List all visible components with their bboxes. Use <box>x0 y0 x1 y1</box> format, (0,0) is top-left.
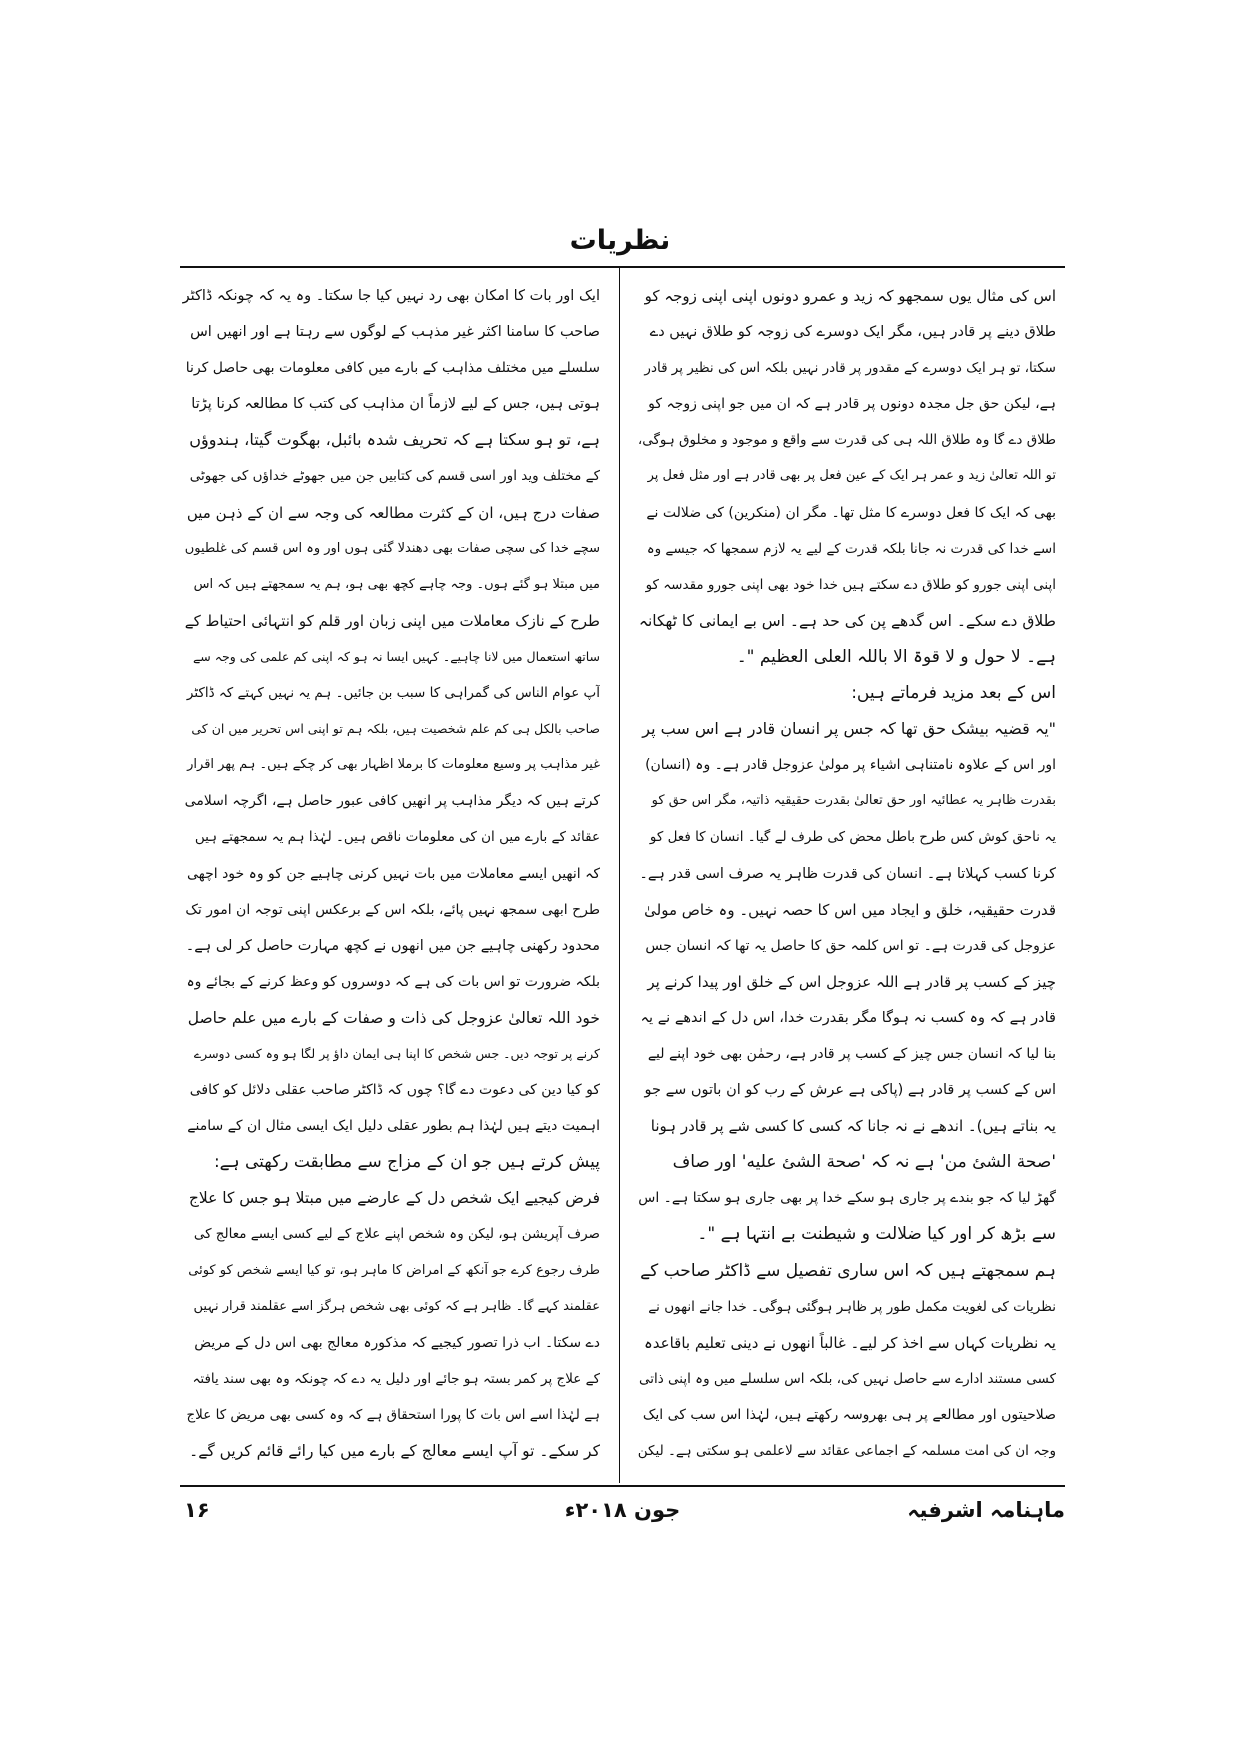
text-line: طرح ابھی سمجھ نہیں پائے، بلکہ اس کے برعکس اپنی توجہ ان امور تک <box>185 901 600 918</box>
text-line: ساتھ استعمال میں لانا چاہیے۔ کہیں ایسا نہ ہو کہ اپنی کم علمی کی وجہ سے <box>192 648 600 664</box>
text-line: صاحب کا سامنا اکثر غیر مذہب کے لوگوں سے رہتا ہے اور انھیں اس <box>190 324 600 341</box>
text-line: بنا لیا کہ انسان جس چیز کے کسب پر قادر ہے، رحمٰن بھی خود اپنے لیے <box>647 1045 1056 1062</box>
text-line: سکتا، تو ہر ایک دوسرے کے مقدور پر قادر نہیں بلکہ اس کی نظیر پر قادر <box>644 360 1056 377</box>
text-line: پیش کرتے ہیں جو ان کے مزاج سے مطابقت رکھتی ہے: <box>213 1152 600 1173</box>
text-line: بلکہ ضرورت تو اس بات کی ہے کہ دوسروں کو وعظ کرنے کے بجائے وہ <box>186 973 600 990</box>
text-line: اسے خدا کی قدرت نہ جانا بلکہ قدرت کے لیے یہ لازم سمجھا کہ جیسے وہ <box>646 540 1056 557</box>
text-line: فرض کیجیے ایک شخص دل کے عارضے میں مبتلا ہو جس کا علاج <box>188 1189 600 1208</box>
issue-date: جون ۲۰۱۸ء <box>564 1498 681 1522</box>
text-line: کسی مستند ادارے سے حاصل نہیں کی، بلکہ اس سلسلے میں وہ اپنی ذاتی <box>638 1370 1056 1387</box>
text-line: ہے، تو ہو سکتا ہے کہ تحریف شدہ بائبل، بھگوت گیتا، ہندوؤں <box>189 430 600 450</box>
text-line: اور اس کے علاوہ نامتناہی اشیاء پر مولیٰ عزوجل قادر ہے۔ وہ (انسان) <box>645 757 1056 774</box>
footer-rule <box>180 1485 1065 1487</box>
text-line: وجہ ان کی امت مسلمہ کے اجماعی عقائد سے لاعلمی ہو سکتی ہے۔ لیکن <box>638 1443 1056 1459</box>
text-line: اس کی مثال یوں سمجھو کہ زید و عمرو دونوں اپنی اپنی زوجہ کو <box>644 287 1056 305</box>
text-line: کرنے پر توجہ دیں۔ جس شخص کا اپنا ہی ایمان داؤ پر لگا ہو وہ کسی دوسرے <box>193 1045 600 1061</box>
text-line: کر سکے۔ تو آپ ایسے معالج کے بارے میں کیا رائے قائم کریں گے۔ <box>189 1442 600 1460</box>
text-line: آپ عوام الناس کی گمراہی کا سبب بن جائیں۔ ہم یہ نہیں کہتے کہ ڈاکٹر <box>186 685 600 702</box>
text-line: کرتے ہیں کہ دیگر مذاہب پر انھیں کافی عبور حاصل ہے، اگرچہ اسلامی <box>184 793 600 810</box>
text-line: صفات درج ہیں، ان کے کثرت مطالعہ کی وجہ سے ان کے ذہن میں <box>186 503 600 522</box>
text-line: 'صحة الشئ من' ہے نہ کہ 'صحة الشئ علیه' اور صاف <box>672 1152 1056 1173</box>
text-line: قدرت حقیقیہ، خلق و ایجاد میں اس کا حصہ نہیں۔ وہ خاص مولیٰ <box>644 900 1056 919</box>
text-line: یہ ناحق کوش کس طرح باطل محض کی طرف لے گیا۔ انسان کا فعل کو <box>649 829 1056 846</box>
text-line: سے بڑھ کر اور کیا ضلالت و شیطنت بے انتہا ہے "۔ <box>697 1224 1056 1245</box>
text-line: قادر ہے کہ وہ کسب نہ ہوگا مگر بقدرت خدا، اس دل کے اندھے نے یہ <box>640 1009 1056 1026</box>
text-line: عزوجل کی قدرت ہے۔ تو اس کلمہ حق کا حاصل یہ تھا کہ انسان جس <box>645 937 1056 954</box>
text-line: ہے، لیکن حق جل مجدہ دونوں پر قادر ہے کہ ان میں جو اپنی زوجہ کو <box>648 396 1056 413</box>
text-line: دے سکتا۔ اب ذرا تصور کیجیے کہ مذکورہ معالج بھی اس دل کے مریض <box>194 1334 600 1351</box>
text-line: کے علاج پر کمر بستہ ہو جائے اور دلیل یہ دے کہ چونکہ وہ بھی سند یافتہ <box>192 1370 600 1387</box>
text-line: ہم سمجھتے ہیں کہ اس ساری تفصیل سے ڈاکٹر صاحب کے <box>640 1260 1056 1281</box>
text-line: میں مبتلا ہو گئے ہوں۔ وجہ چاہے کچھ بھی ہو، ہم یہ سمجھتے ہیں کہ اس <box>193 576 600 592</box>
text-line: اس کے کسب پر قادر ہے (پاکی ہے عرش کے رب کو ان باتوں سے جو <box>644 1082 1056 1099</box>
text-line: اس کے بعد مزید فرماتے ہیں: <box>851 683 1056 704</box>
text-line: عقائد کے بارے میں ان کی معلومات ناقص ہیں۔ لہٰذا ہم یہ سمجھتے ہیں <box>194 829 600 846</box>
text-line: عقلمند کہے گا۔ ظاہر ہے کہ کوئی بھی شخص ہرگز اسے عقلمند قرار نہیں <box>193 1298 600 1314</box>
text-line: کو کیا دین کی دعوت دے گا؟ چوں کہ ڈاکٹر صاحب عقلی دلائل کو کافی <box>189 1082 600 1099</box>
text-line: یہ نظریات کہاں سے اخذ کر لیے۔ غالباً انھوں نے دینی تعلیم باقاعدہ <box>643 1333 1056 1352</box>
text-line: نظریات کی لغویت مکمل طور پر ظاہر ہوگئی ہوگی۔ خدا جانے انھوں نے <box>648 1298 1056 1315</box>
text-line: کہ انھیں ایسے معاملات میں بات نہیں کرنی چاہیے جن کو وہ خود اچھی <box>186 865 600 882</box>
text-line: سچے خدا کی سچی صفات بھی دھندلا گئی ہوں اور وہ اس قسم کی غلطیوں <box>184 540 600 556</box>
text-line: اپنی اپنی جورو کو طلاق دے سکتے ہیں خدا خود بھی اپنی جورو مقدسہ کو <box>645 576 1056 593</box>
text-line: ہے لہٰذا اسے اس بات کا پورا استحقاق ہے کہ وہ کسی بھی مریض کا علاج <box>186 1406 600 1423</box>
text-line: طرف رجوع کرے جو آنکھ کے امراض کا ماہر ہو، تو کیا ایسے شخص کو کوئی <box>188 1262 600 1278</box>
column-divider <box>619 268 620 1483</box>
text-line: طلاق دے سکے۔ اس گدھے پن کی حد ہے۔ اس بے ایمانی کا ٹھکانہ <box>638 611 1056 630</box>
text-line: ہوتی ہیں، جس کے لیے لازماً ان مذاہب کی کتب کا مطالعہ کرنا پڑتا <box>191 396 600 413</box>
text-line: صاحب بالکل ہی کم علم شخصیت ہیں، بلکہ ہم تو اپنی اس تحریر میں ان کی <box>191 721 600 737</box>
text-line: اہمیت دیتے ہیں لہٰذا ہم بطور عقلی دلیل ایک ایسی مثال ان کے سامنے <box>187 1118 600 1135</box>
text-line: سلسلے میں مختلف مذاہب کے بارے میں کافی معلومات بھی حاصل کرنا <box>185 360 600 377</box>
page-number: ۱۶ <box>184 1498 210 1522</box>
text-line: ہے۔ لا حول و لا قوۃ الا باللہ العلی العظیم "۔ <box>736 646 1056 667</box>
text-line: ایک اور بات کا امکان بھی رد نہیں کیا جا سکتا۔ وہ یہ کہ چونکہ ڈاکٹر <box>182 288 600 304</box>
text-line: کے مختلف وید اور اسی قسم کی کتابیں جن میں جھوٹے خداؤں کی جھوٹی <box>189 468 600 485</box>
text-line: طلاق دینے پر قادر ہیں، مگر ایک دوسرے کی زوجہ کو طلاق نہیں دے <box>649 324 1056 341</box>
text-line: "یہ قضیہ بیشک حق تھا کہ جس پر انسان قادر ہے اس سب پر <box>642 719 1056 739</box>
magazine-name: ماہنامہ اشرفیہ <box>907 1498 1065 1522</box>
header-rule <box>180 266 1065 268</box>
text-line: طرح کے نازک معاملات میں اپنی زبان اور قلم کو انتہائی احتیاط کے <box>184 611 600 630</box>
running-head: نظریات <box>569 225 671 256</box>
text-line: تو اللہ تعالیٰ زید و عمر ہر ایک کے عین فعل پر بھی قادر ہے اور مثل فعل پر <box>647 468 1056 484</box>
text-line: چیز کے کسب پر قادر ہے اللہ عزوجل اس کے خلق اور پیدا کرنے پر <box>647 972 1056 991</box>
left-column <box>182 278 600 1478</box>
page-footer <box>180 1494 1065 1534</box>
text-line: گھڑ لیا کہ جو بندے پر جاری ہو سکے خدا پر بھی جاری ہو سکتا ہے۔ اس <box>638 1190 1056 1207</box>
text-line: صرف آپریشن ہو، لیکن وہ شخص اپنے علاج کے لیے کسی ایسے معالج کی <box>193 1226 600 1243</box>
text-line: کرنا کسب کہلاتا ہے۔ انسان کی قدرت ظاہر یہ صرف اسی قدر ہے۔ <box>639 865 1056 882</box>
text-line: غیر مذاہب پر وسیع معلومات کا برملا اظہار بھی کر چکے ہیں۔ ہم پھر اقرار <box>187 757 600 773</box>
text-line: بقدرت ظاہر یہ عطائیہ اور حق تعالیٰ بقدرت حقیقیہ ذاتیہ، مگر اس حق کو <box>651 793 1056 809</box>
text-line: بھی کہ ایک کا فعل دوسرے کا مثل تھا۔ مگر ان (منکرین) کی ضلالت نے <box>646 504 1056 521</box>
text-line: محدود رکھنی چاہیے جن میں انھوں نے کچھ مہارت حاصل کر لی ہے۔ <box>185 937 600 954</box>
text-line: صلاحیتوں اور مطالعے پر ہی بھروسہ رکھتے ہیں، لہٰذا اس سب کی ایک <box>642 1406 1056 1423</box>
text-line: خود اللہ تعالیٰ عزوجل کی ذات و صفات کے بارے میں علم حاصل <box>187 1008 600 1027</box>
text-line: طلاق دے گا وہ طلاق اللہ ہی کی قدرت سے واقع و موجود و مخلوق ہوگی، <box>638 432 1056 449</box>
text-line: یہ بناتے ہیں)۔ اندھے نے نہ جانا کہ کسی کا کسی شے پر قادر ہونا <box>650 1117 1056 1136</box>
right-column <box>638 278 1056 1478</box>
